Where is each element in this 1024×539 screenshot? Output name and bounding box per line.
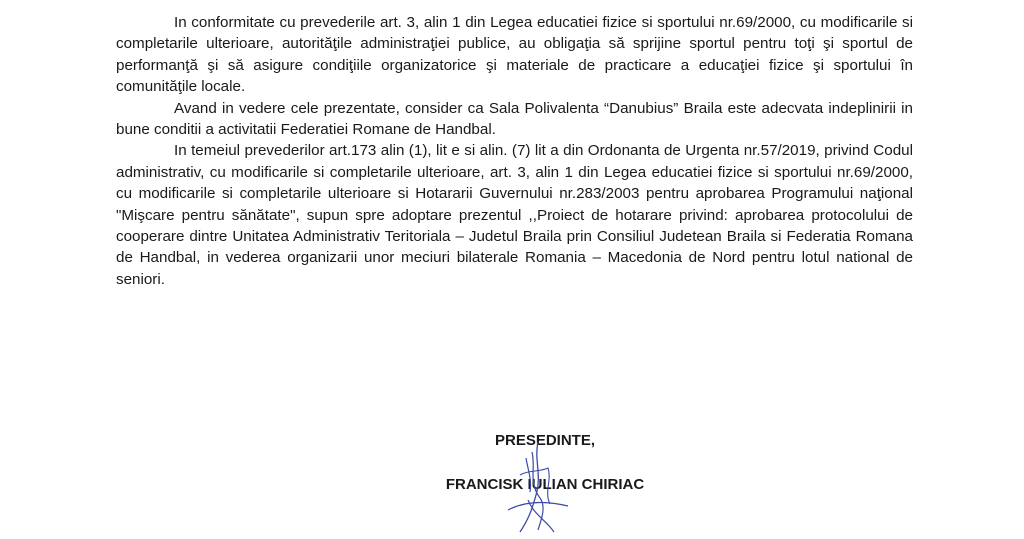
document-body <box>116 12 913 290</box>
paragraph-legal-basis: In conformitate cu prevederile art. 3, alin 1 din Legea educatiei fizice si sportului nr.69/2000, cu modificarile si completarile ulterioare, autorităţile administraţiei publice, au obligaţia să sprijine sportul pentru toţi şi sportul de performanţă şi să asigure condiţiile organizatorice şi materiale de practicare a educaţiei fizice şi sportului în comunităţile locale. <box>116 14 913 96</box>
signatory-title: PRESEDINTE, <box>494 432 596 449</box>
paragraph-venue: Avand in vedere cele prezentate, consider ca Sala Polivalenta “Danubius” Braila este adecvata indeplinirii in bune conditii a activitatii Federatiei Romane de Handbal. <box>116 99 913 139</box>
signatory-name: FRANCISK IULIAN CHIRIAC <box>445 476 645 493</box>
handwritten-signature <box>498 440 578 535</box>
paragraph-proposal: In temeiul prevederilor art.173 alin (1), lit e si alin. (7) lit a din Ordonanta de Urgenta nr.57/2019, privind Codul administrativ, cu modificarile si completarile ulterioare, art. 3, alin 1 din Legea educatiei fizice si sportului nr.69/2000, cu modificarile si completarile ulterioare si Hotararii Guvernului nr.283/2003 pentru aprobarea Programului naţional "Mişcare pentru sănătate", supun spre adoptare prezentul ,,Proiect de hotarare privind: aprobarea protocolului de cooperare dintre Unitatea Administrativ Teritoriala – Judetul Braila prin Consiliul Judetean Braila si Federatia Romana de Handbal, in vederea organizarii unor meciuri bilaterale Romania – Macedonia de Nord pentru lotul national de seniori. <box>116 142 913 288</box>
